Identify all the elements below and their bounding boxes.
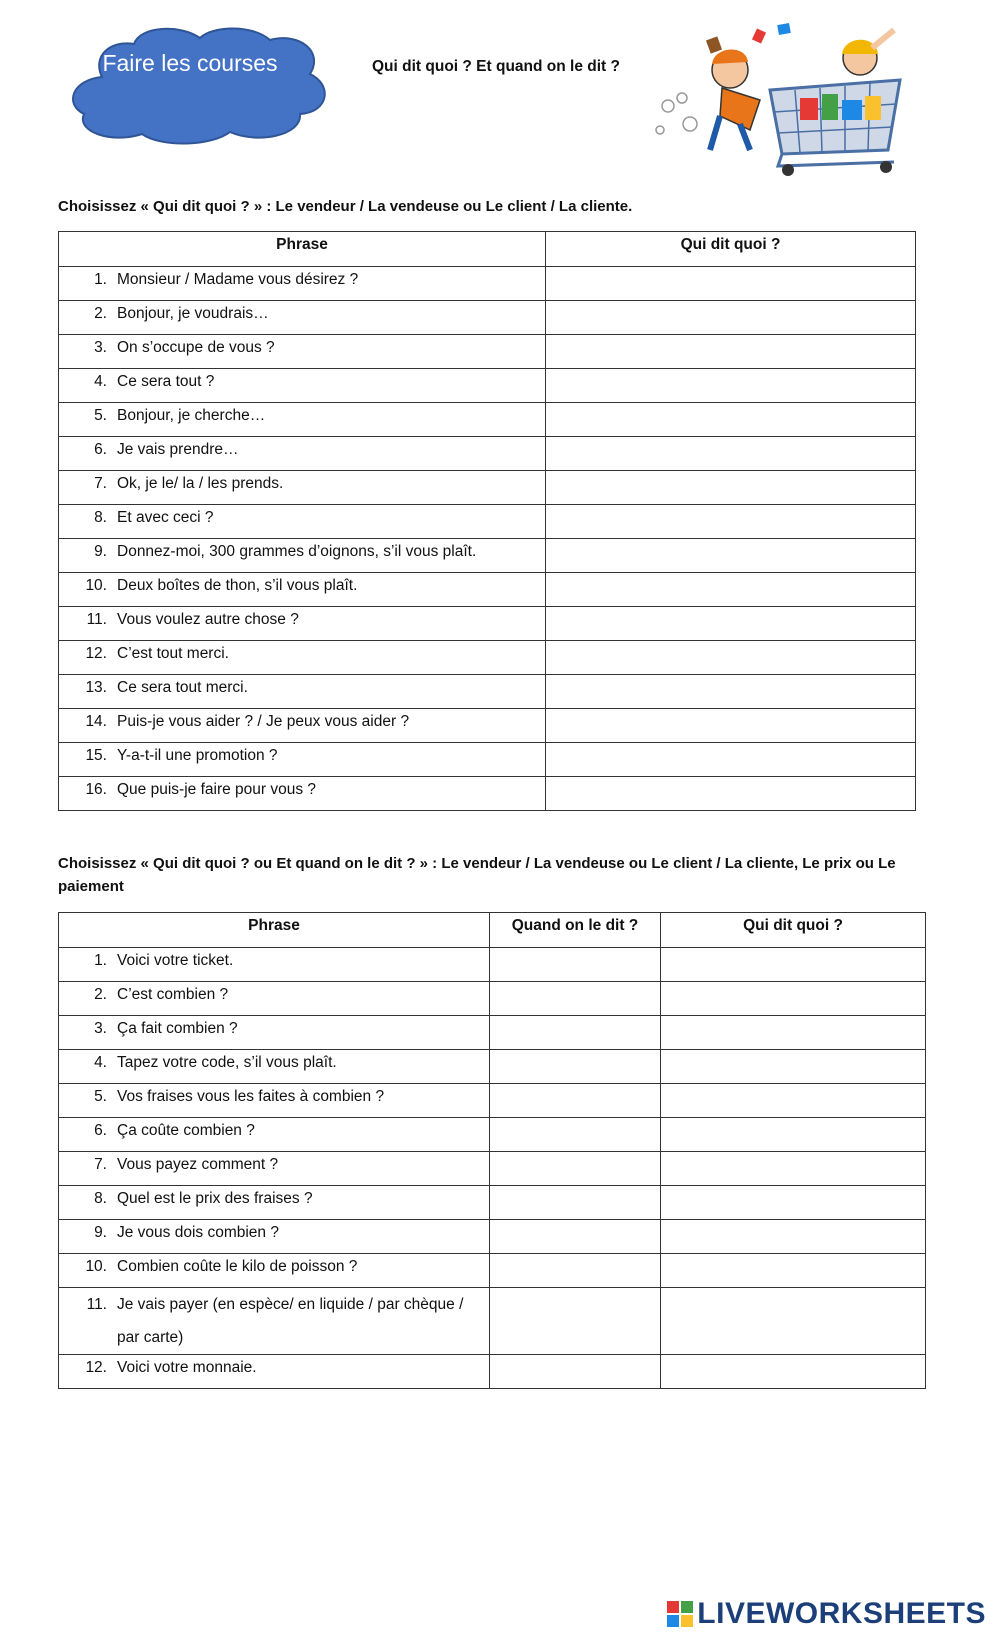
who-answer-cell[interactable]	[661, 1016, 926, 1050]
when-answer-cell[interactable]	[490, 1355, 661, 1389]
row-number: 15.	[85, 747, 107, 764]
table-row	[59, 267, 916, 301]
when-answer-cell[interactable]	[490, 1118, 661, 1152]
table-header-row	[59, 913, 926, 948]
table-row	[59, 709, 916, 743]
row-number: 9.	[94, 543, 107, 560]
row-number: 5.	[94, 407, 107, 424]
row-number: 7.	[94, 475, 107, 492]
table-row	[59, 1084, 926, 1118]
who-answer-cell[interactable]	[661, 1186, 926, 1220]
phrase-text: Je vais prendre…	[117, 441, 239, 458]
row-number: 7.	[94, 1156, 107, 1173]
table-row	[59, 1220, 926, 1254]
answer-cell[interactable]	[546, 403, 916, 437]
who-answer-cell[interactable]	[661, 1254, 926, 1288]
answer-cell[interactable]	[546, 539, 916, 573]
table-row	[59, 675, 916, 709]
section1-table	[58, 231, 916, 811]
phrase-text: Vous voulez autre chose ?	[117, 611, 299, 628]
phrase-text: Tapez votre code, s’il vous plaît.	[117, 1054, 337, 1071]
table-row	[59, 1152, 926, 1186]
row-number: 5.	[94, 1088, 107, 1105]
row-number: 3.	[94, 1020, 107, 1037]
table-row	[59, 948, 926, 982]
row-number: 2.	[94, 986, 107, 1003]
phrase-text: Vous payez comment ?	[117, 1156, 279, 1173]
row-number: 4.	[94, 1054, 107, 1071]
phrase-text: Quel est le prix des fraises ?	[117, 1190, 313, 1207]
phrase-text: Ça fait combien ?	[117, 1020, 238, 1037]
table-row	[59, 403, 916, 437]
column-header-phrase: Phrase	[59, 232, 546, 267]
cloud-title: Faire les courses	[102, 50, 278, 76]
column-header-qui-dit-quoi: Qui dit quoi ?	[546, 232, 916, 267]
when-answer-cell[interactable]	[490, 1084, 661, 1118]
phrase-text: Vos fraises vous les faites à combien ?	[117, 1088, 385, 1105]
answer-cell[interactable]	[546, 641, 916, 675]
answer-cell[interactable]	[546, 743, 916, 777]
table-header-row	[59, 232, 916, 267]
phrase-text: Bonjour, je cherche…	[117, 407, 266, 424]
row-number: 12.	[85, 645, 107, 662]
who-answer-cell[interactable]	[661, 1152, 926, 1186]
when-answer-cell[interactable]	[490, 1016, 661, 1050]
row-number: 1.	[94, 952, 107, 969]
column-header-quand-on-le-dit: Quand on le dit ?	[490, 913, 661, 948]
logo-text: LIVEWORKSHEETS	[697, 1597, 986, 1630]
who-answer-cell[interactable]	[661, 1355, 926, 1389]
phrase-text: Ça coûte combien ?	[117, 1122, 255, 1139]
who-answer-cell[interactable]	[661, 1220, 926, 1254]
phrase-text: Que puis-je faire pour vous ?	[117, 781, 317, 798]
table-row	[59, 1016, 926, 1050]
table-row	[59, 777, 916, 811]
table-row	[59, 437, 916, 471]
answer-cell[interactable]	[546, 675, 916, 709]
answer-cell[interactable]	[546, 607, 916, 641]
when-answer-cell[interactable]	[490, 1220, 661, 1254]
when-answer-cell[interactable]	[490, 1254, 661, 1288]
table-row	[59, 982, 926, 1016]
table-row	[59, 369, 916, 403]
phrase-text: Ce sera tout ?	[117, 373, 215, 390]
answer-cell[interactable]	[546, 301, 916, 335]
phrase-text: Et avec ceci ?	[117, 509, 214, 526]
answer-cell[interactable]	[546, 471, 916, 505]
when-answer-cell[interactable]	[490, 1152, 661, 1186]
phrase-text: Puis-je vous aider ? / Je peux vous aider ?	[117, 713, 410, 730]
phrase-text: Monsieur / Madame vous désirez ?	[117, 271, 359, 288]
answer-cell[interactable]	[546, 267, 916, 301]
section2-table	[58, 912, 926, 1389]
phrase-text: Donnez-moi, 300 grammes d’oignons, s’il vous plaît.	[117, 543, 477, 560]
table-row	[59, 1118, 926, 1152]
table-row	[59, 641, 916, 675]
who-answer-cell[interactable]	[661, 982, 926, 1016]
section2-instruction: Choisissez « Qui dit quoi ? ou Et quand on le dit ? » : Le vendeur / La vendeuse ou Le client / La cliente, Le prix ou Le paiement	[58, 855, 896, 895]
table-row	[59, 505, 916, 539]
answer-cell[interactable]	[546, 437, 916, 471]
table-row	[59, 1355, 926, 1389]
who-answer-cell[interactable]	[661, 948, 926, 982]
row-number: 11.	[86, 611, 107, 628]
row-number: 4.	[94, 373, 107, 390]
answer-cell[interactable]	[546, 709, 916, 743]
table-row	[59, 301, 916, 335]
when-answer-cell[interactable]	[490, 948, 661, 982]
answer-cell[interactable]	[546, 335, 916, 369]
page-title: Qui dit quoi ? Et quand on le dit ?	[372, 58, 620, 75]
phrase-text: Voici votre monnaie.	[117, 1359, 257, 1376]
phrase-text: Je vais payer (en espèce/ en liquide / par chèque / par carte)	[117, 1296, 464, 1346]
title-cloud-shape	[62, 22, 334, 146]
who-answer-cell[interactable]	[661, 1288, 926, 1355]
liveworksheets-logo[interactable]	[667, 1596, 986, 1632]
who-answer-cell[interactable]	[661, 1118, 926, 1152]
row-number: 14.	[85, 713, 107, 730]
table-row	[59, 743, 916, 777]
answer-cell[interactable]	[546, 505, 916, 539]
shopping-cart-kids-icon	[650, 20, 940, 180]
table-row	[59, 573, 916, 607]
when-answer-cell[interactable]	[490, 1186, 661, 1220]
phrase-text: Ce sera tout merci.	[117, 679, 248, 696]
phrase-text: Bonjour, je voudrais…	[117, 305, 269, 322]
when-answer-cell[interactable]	[490, 1050, 661, 1084]
row-number: 2.	[94, 305, 107, 322]
table-row	[59, 1254, 926, 1288]
row-number: 13.	[85, 679, 107, 696]
row-number: 11.	[86, 1296, 107, 1313]
table-row	[59, 471, 916, 505]
answer-cell[interactable]	[546, 777, 916, 811]
who-answer-cell[interactable]	[661, 1050, 926, 1084]
phrase-text: On s’occupe de vous ?	[117, 339, 275, 356]
answer-cell[interactable]	[546, 573, 916, 607]
who-answer-cell[interactable]	[661, 1084, 926, 1118]
table-row	[59, 539, 916, 573]
row-number: 1.	[94, 271, 107, 288]
row-number: 16.	[85, 781, 107, 798]
table-row	[59, 607, 916, 641]
column-header-qui-dit-quoi: Qui dit quoi ?	[661, 913, 926, 948]
phrase-text: C’est tout merci.	[117, 645, 229, 662]
phrase-text: Voici votre ticket.	[117, 952, 234, 969]
logo-squares-icon	[667, 1601, 693, 1627]
row-number: 3.	[94, 339, 107, 356]
phrase-text: Ok, je le/ la / les prends.	[117, 475, 284, 492]
answer-cell[interactable]	[546, 369, 916, 403]
row-number: 10.	[85, 1258, 107, 1275]
table-row	[59, 1288, 926, 1355]
column-header-phrase: Phrase	[59, 913, 490, 948]
phrase-text: Je vous dois combien ?	[117, 1224, 279, 1241]
phrase-text: Combien coûte le kilo de poisson ?	[117, 1258, 358, 1275]
table-row	[59, 335, 916, 369]
row-number: 8.	[94, 1190, 107, 1207]
phrase-text: C’est combien ?	[117, 986, 229, 1003]
phrase-text: Deux boîtes de thon, s’il vous plaît.	[117, 577, 358, 594]
row-number: 9.	[94, 1224, 107, 1241]
phrase-text: Y-a-t-il une promotion ?	[117, 747, 278, 764]
row-number: 12.	[85, 1359, 107, 1376]
section1-instruction: Choisissez « Qui dit quoi ? » : Le vendeur / La vendeuse ou Le client / La cliente.	[58, 198, 633, 215]
row-number: 6.	[94, 1122, 107, 1139]
when-answer-cell[interactable]	[490, 982, 661, 1016]
row-number: 10.	[85, 577, 107, 594]
table-row	[59, 1050, 926, 1084]
row-number: 8.	[94, 509, 107, 526]
when-answer-cell[interactable]	[490, 1288, 661, 1355]
row-number: 6.	[94, 441, 107, 458]
table-row	[59, 1186, 926, 1220]
